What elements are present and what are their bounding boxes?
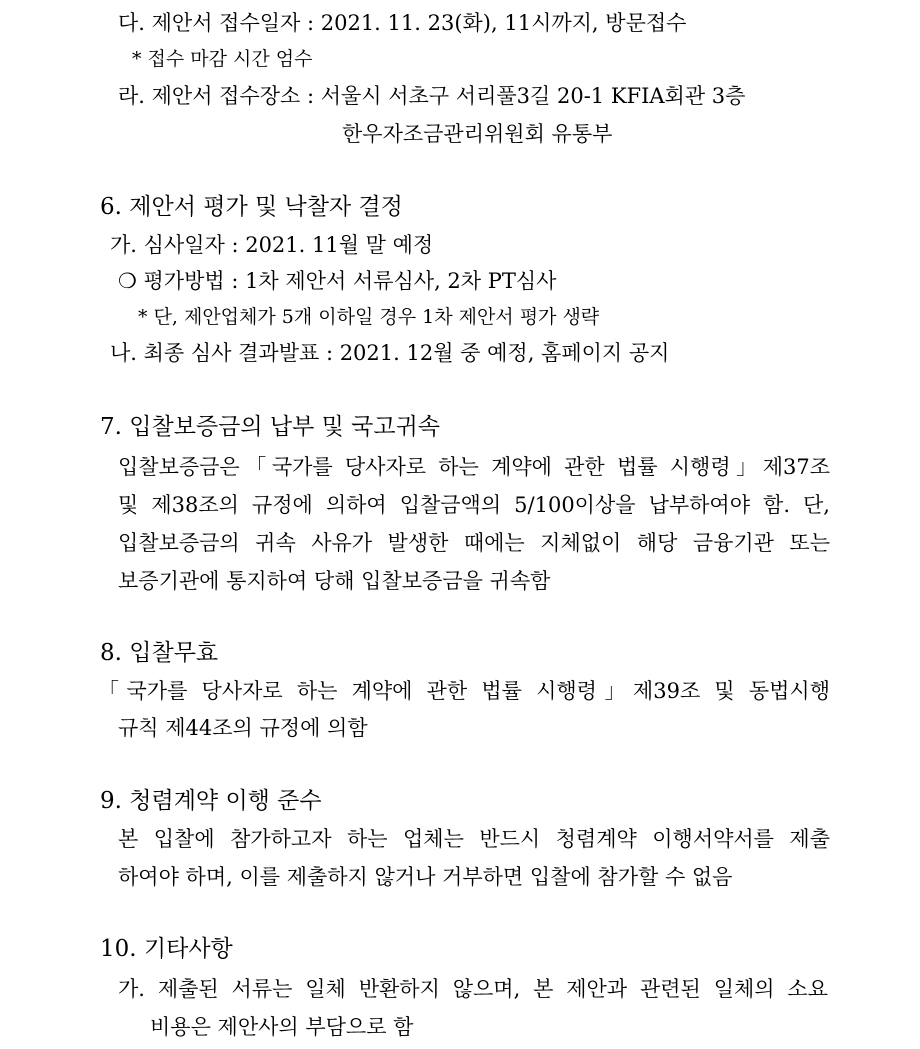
section-7-line-4: 보증기관에 통지하여 당해 입찰보증금을 귀속함	[118, 569, 551, 593]
review-date-item: 가. 심사일자 : 2021. 11월 말 예정	[110, 233, 434, 257]
section-7-heading: 7. 입찰보증금의 납부 및 국고귀속	[100, 414, 441, 440]
submission-place-continued: 한우자조금관리위원회 유통부	[342, 122, 613, 146]
section-7-line-3: 입찰보증금의 귀속 사유가 발생한 때에는 지체없이 해당 금융기관 또는	[118, 531, 830, 555]
section-10-heading: 10. 기타사항	[100, 936, 233, 962]
section-7-line-1: 입찰보증금은「국가를 당사자로 하는 계약에 관한 법률 시행령」제37조	[118, 455, 830, 479]
submission-date-item: 다. 제안서 접수일자 : 2021. 11. 23(화), 11시까지, 방문접수	[118, 11, 687, 35]
section-7-line-2: 및 제38조의 규정에 의하여 입찰금액의 5/100이상을 납부하여야 함. 단,	[118, 493, 830, 517]
section-10-item-ga-continued: 비용은 제안사의 부담으로 함	[150, 1015, 414, 1039]
section-10-item-ga: 가. 제출된 서류는 일체 반환하지 않으며, 본 제안과 관련된 일체의 소요	[118, 977, 828, 1001]
submission-place-item: 라. 제안서 접수장소 : 서울시 서초구 서리풀3길 20-1 KFIA회관 3층	[118, 84, 746, 108]
section-9-line-1: 본 입찰에 참가하고자 하는 업체는 반드시 청렴계약 이행서약서를 제출	[118, 827, 830, 851]
section-8-line-1: 「국가를 당사자로 하는 계약에 관한 법률 시행령」제39조 및 동법시행	[98, 679, 830, 703]
section-8-heading: 8. 입찰무효	[100, 640, 219, 666]
section-6-heading: 6. 제안서 평가 및 낙찰자 결정	[100, 194, 403, 220]
evaluation-method-item: ❍ 평가방법 : 1차 제안서 서류심사, 2차 PT심사	[118, 269, 557, 293]
final-result-item: 나. 최종 심사 결과발표 : 2021. 12월 중 예정, 홈페이지 공지	[110, 341, 670, 365]
section-8-line-2: 규칙 제44조의 규정에 의함	[118, 716, 368, 740]
submission-deadline-note: * 접수 마감 시간 엄수	[132, 48, 313, 70]
evaluation-method-note: * 단, 제안업체가 5개 이하일 경우 1차 제안서 평가 생략	[138, 306, 600, 328]
section-9-line-2: 하여야 하며, 이를 제출하지 않거나 거부하면 입찰에 참가할 수 없음	[118, 865, 733, 889]
section-9-heading: 9. 청렴계약 이행 준수	[100, 788, 322, 814]
